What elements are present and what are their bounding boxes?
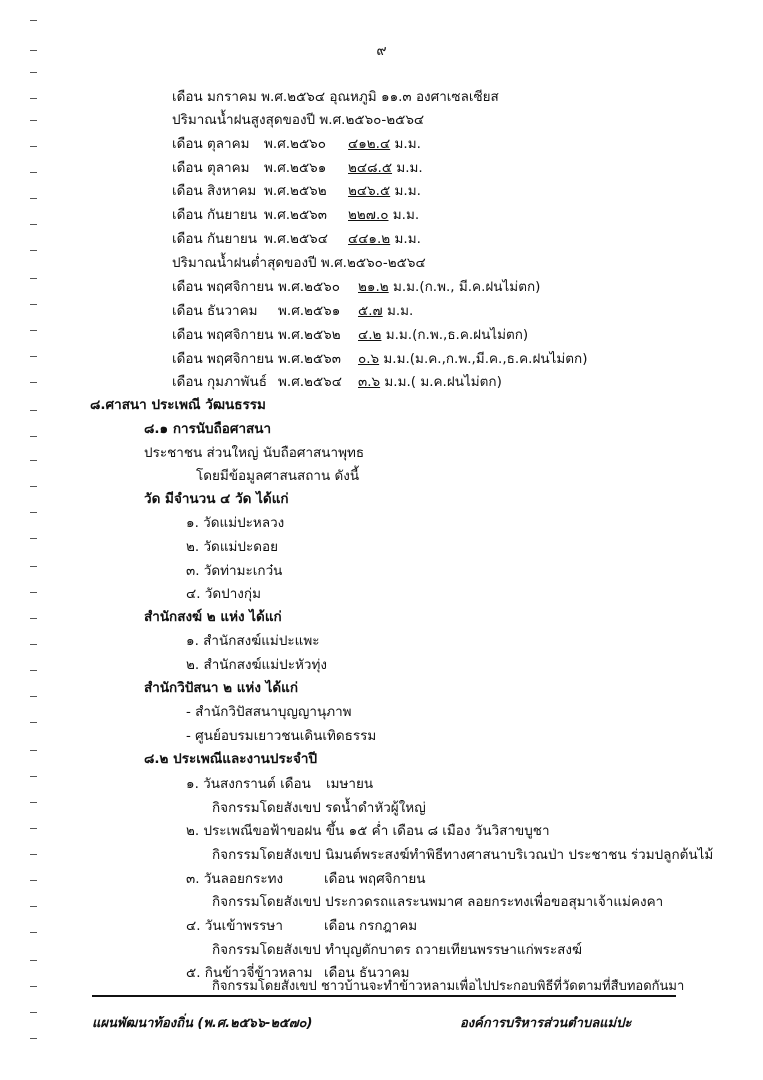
rain-value: ๒๒๗.๐ <box>348 207 389 223</box>
rain-value: ๒๔๖.๕ <box>348 183 391 199</box>
list-item: ๒. วัดแม่ปะดอย <box>186 539 279 555</box>
section-8-1-heading: ๘.๑ การนับถือศาสนา <box>144 421 272 437</box>
min-temperature-line: เดือน มกราคม พ.ศ.๒๕๖๔ อุณหภูมิ ๑๑.๓ องศาเซลเซียส <box>172 89 499 105</box>
festival-month: เดือน พฤศจิกายน <box>324 871 426 887</box>
rain-year: พ.ศ.๒๕๖๑ <box>278 303 341 319</box>
rain-month: เดือน พฤศจิกายน <box>172 279 274 295</box>
activity-label: กิจกรรมโดยสังเขป <box>212 894 321 910</box>
rain-year: พ.ศ.๒๕๖๓ <box>264 207 327 223</box>
min-rain-row <box>172 373 502 391</box>
rain-month: เดือน พฤศจิกายน <box>172 351 274 367</box>
rain-year: พ.ศ.๒๕๖๒ <box>264 183 327 199</box>
festival-title <box>186 917 417 935</box>
rain-month: เดือน กันยายน <box>172 207 258 223</box>
festival-title <box>186 822 550 840</box>
rain-unit: ม.ม.( ม.ค.ฝนไม่ตก) <box>384 374 502 390</box>
activity-text: รดน้ำดำหัวผู้ใหญ่ <box>325 800 426 816</box>
monastery-heading: สำนักสงฆ์ ๒ แห่ง ได้แก่ <box>144 609 282 625</box>
rain-year: พ.ศ.๒๕๖๐ <box>264 136 326 152</box>
min-rain-row <box>172 302 413 320</box>
rain-month: เดือน กันยายน <box>172 231 258 247</box>
list-item: ๑. วัดแม่ปะหลวง <box>186 515 285 531</box>
festival-month: เดือน ธันวาคม <box>324 965 410 981</box>
min-rain-row <box>172 326 528 344</box>
rain-month: เดือน พฤศจิกายน <box>172 327 274 343</box>
activity-text: ทำบุญตักบาตร ถวายเทียนพรรษาแก่พระสงฆ์ <box>325 942 582 958</box>
max-rain-row <box>172 182 421 200</box>
rain-month: เดือน ตุลาคม <box>172 136 250 152</box>
festival-name: ๔. วันเข้าพรรษา <box>186 918 283 934</box>
list-item: ๓. วัดท่ามะเกว๋น <box>186 563 283 579</box>
list-item: - สำนักวิปัสสนาบุญญานุภาพ <box>186 704 352 720</box>
festival-name: ๕. กินข้าวจี่ข้าวหลาม <box>186 965 313 981</box>
activity-label: กิจกรรมโดยสังเขป <box>212 847 321 863</box>
rain-month: เดือน ธันวาคม <box>172 303 258 319</box>
rain-month: เดือน ตุลาคม <box>172 160 250 176</box>
rain-unit: ม.ม.(ก.พ., มี.ค.ฝนไม่ตก) <box>392 279 541 295</box>
rain-unit: ม.ม. <box>394 183 421 199</box>
section-8-2-heading: ๘.๒ ประเพณีและงานประจำปี <box>144 751 318 767</box>
rain-value: ๒๔๘.๕ <box>348 160 393 176</box>
rain-unit: ม.ม. <box>396 160 423 176</box>
activity-text: นิมนต์พระสงฆ์ทำพิธีทางศาสนาบริเวณป่า ประชาชน ร่วมปลูกต้นไม้ <box>325 847 714 863</box>
max-rain-row <box>172 230 421 248</box>
section-8-heading: ๘.ศาสนา ประเพณี วัฒนธรรม <box>90 397 266 413</box>
rain-year: พ.ศ.๒๕๖๐ <box>278 279 340 295</box>
rain-value: ๔๔๑.๒ <box>348 231 391 247</box>
rain-year: พ.ศ.๒๕๖๔ <box>278 374 342 390</box>
activity-label: กิจกรรมโดยสังเขป <box>212 979 317 994</box>
list-item: ๔. วัดปางกุ่ม <box>186 586 261 602</box>
rain-unit: ม.ม.(ก.พ.,ธ.ค.ฝนไม่ตก) <box>385 327 529 343</box>
rain-month: เดือน กุมภาพันธ์ <box>172 374 267 390</box>
festival-activity <box>212 799 426 817</box>
festival-name: ๑. วันสงกรานต์ เดือน <box>186 776 311 792</box>
rain-value: ๐.๖ <box>358 351 380 367</box>
list-item: - ศูนย์อบรมเยาวชนเดินเทิดธรรม <box>186 728 377 744</box>
max-rain-row <box>172 206 419 224</box>
festival-activity <box>212 846 713 864</box>
festival-title <box>186 775 373 793</box>
festival-month: เดือน กรกฎาคม <box>324 918 418 934</box>
temples-heading: วัด มีจำนวน ๔ วัด ได้แก่ <box>144 491 289 507</box>
min-rain-heading: ปริมาณน้ำฝนต่ำสุดของปี พ.ศ.๒๕๖๐-๒๕๖๔ <box>172 255 426 271</box>
activity-label: กิจกรรมโดยสังเขป <box>212 800 321 816</box>
rain-value: ๒๑.๒ <box>358 279 389 295</box>
rain-unit: ม.ม. <box>394 136 421 152</box>
max-rain-row <box>172 159 423 177</box>
festival-month: เมษายน <box>326 776 374 792</box>
festival-activity <box>212 893 663 911</box>
footer-plan-title: แผนพัฒนาท้องถิ่น (พ.ศ.๒๕๖๖-๒๕๗๐) <box>92 1016 313 1031</box>
rain-unit: ม.ม. <box>392 207 420 223</box>
rain-month: เดือน สิงหาคม <box>172 183 257 199</box>
footer-organization: องค์การบริหารส่วนตำบลแม่ปะ <box>460 1016 632 1031</box>
rain-unit: ม.ม. <box>386 303 414 319</box>
festival-activity <box>212 978 684 996</box>
rain-year: พ.ศ.๒๕๖๓ <box>278 351 341 367</box>
rain-value: ๓.๖ <box>358 374 381 390</box>
page-number: ๙ <box>376 43 387 59</box>
list-item: ๒. สำนักสงฆ์แม่ปะหัวทุ่ง <box>186 657 327 673</box>
min-rain-row <box>172 278 540 296</box>
list-item: ๑. สำนักสงฆ์แม่ปะแพะ <box>186 633 320 649</box>
min-rain-row <box>172 350 588 368</box>
rain-year: พ.ศ.๒๕๖๒ <box>278 327 341 343</box>
scan-margin-marks <box>30 20 42 1060</box>
festival-activity <box>212 941 582 959</box>
rain-value: ๔.๒ <box>358 327 382 343</box>
activity-label: กิจกรรมโดยสังเขป <box>212 942 321 958</box>
max-rain-heading: ปริมาณน้ำฝนสูงสุดของปี พ.ศ.๒๕๖๐-๒๕๖๔ <box>172 112 425 128</box>
festival-name: ๓. วันลอยกระทง <box>186 871 284 887</box>
rain-value: ๕.๗ <box>358 303 383 319</box>
vipassana-heading: สำนักวิปัสนา ๒ แห่ง ได้แก่ <box>144 680 299 696</box>
max-rain-row <box>172 135 421 153</box>
religion-line: ประชาชน ส่วนใหญ่ นับถือศาสนาพุทธ <box>144 445 365 461</box>
activity-text: ชาวบ้านจะทำข้าวหลามเพื่อไปประกอบพิธีที่วัดตามที่สืบทอดกันมา <box>320 979 685 994</box>
rain-year: พ.ศ.๒๕๖๔ <box>264 231 328 247</box>
rain-unit: ม.ม.(ม.ค.,ก.พ.,มี.ค.,ธ.ค.ฝนไม่ตก) <box>383 351 588 367</box>
religion-intro-line: โดยมีข้อมูลศาสนสถาน ดังนี้ <box>196 468 360 484</box>
festival-title <box>186 870 425 888</box>
rain-value: ๔๑๒.๔ <box>348 136 391 152</box>
footer-divider <box>92 995 676 997</box>
rain-year: พ.ศ.๒๕๖๑ <box>264 160 327 176</box>
festival-name: ๒. ประเพณีขอฟ้าขอฝน ขึ้น ๑๕ ค่ำ เดือน ๘ เมือง วันวิสาขบูชา <box>186 823 550 839</box>
activity-text: ประกวดรถแลระนพมาศ ลอยกระทงเพื่อขอสุมาเจ้าแม่คงคา <box>325 894 664 910</box>
rain-unit: ม.ม. <box>394 231 421 247</box>
